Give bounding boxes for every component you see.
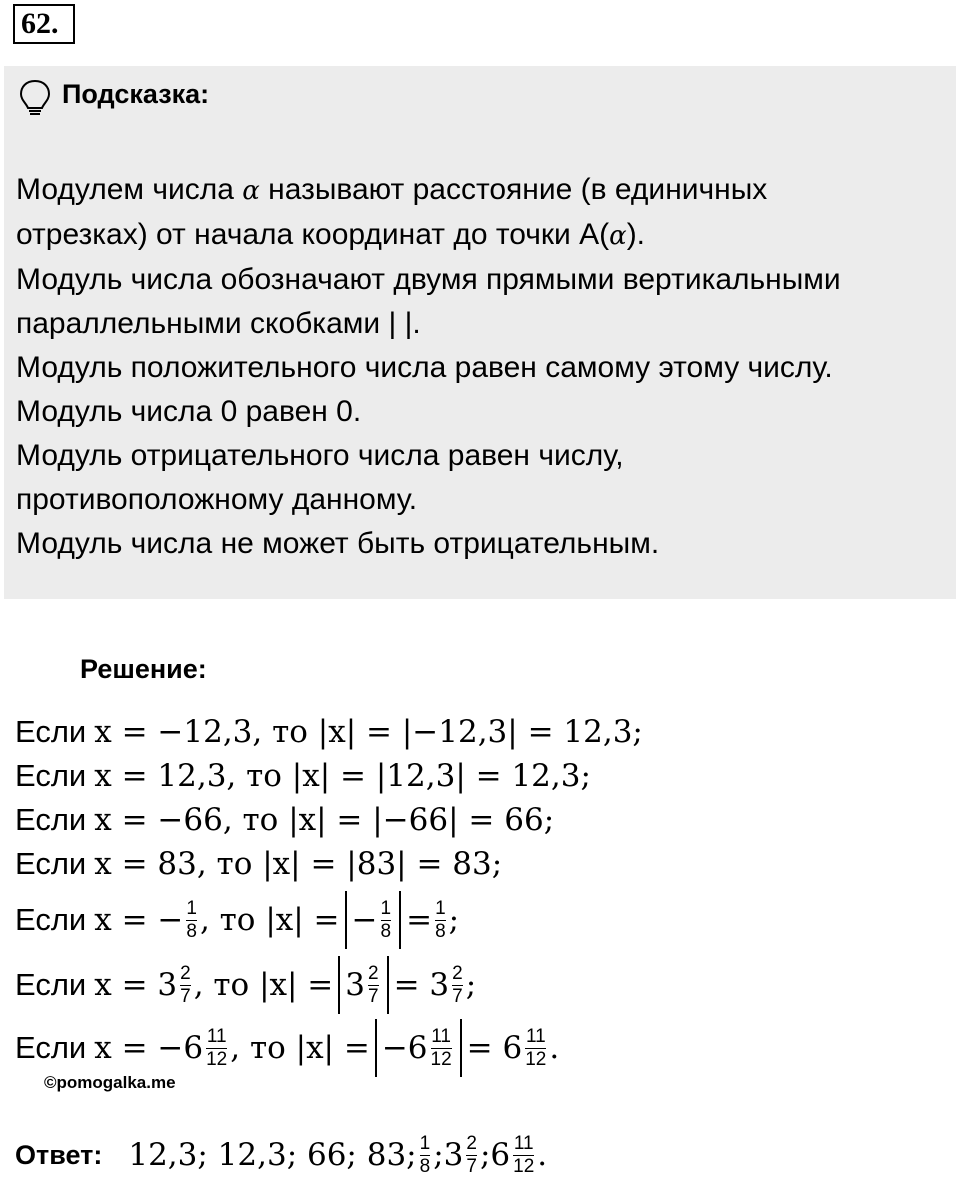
fraction: $\frac{1}{8}$ — [380, 897, 392, 942]
answer-value: 3 — [443, 1137, 464, 1173]
solution-expression: = — [406, 902, 433, 938]
fraction: $\frac{11}{12}$ — [513, 1132, 535, 1177]
fraction: $\frac{2}{7}$ — [452, 962, 463, 1007]
if-word: Если — [15, 758, 87, 793]
solution-expression: = 6 — [466, 1030, 523, 1066]
solution-line — [15, 955, 476, 1015]
hint-line: Модулем числа — [16, 173, 243, 206]
variable-alpha: α — [242, 176, 260, 206]
solution-expression: ; — [465, 967, 477, 1003]
solution-expression: , то |x| = — [230, 1030, 370, 1066]
separator: . — [537, 1137, 548, 1173]
if-word: Если — [15, 1030, 87, 1065]
solution-expression: x = −6 — [94, 1030, 204, 1066]
if-word: Если — [15, 967, 87, 1002]
solution-expression: x = 3 — [94, 967, 178, 1003]
abs-bar — [399, 891, 401, 949]
fraction: $\frac{2}{7}$ — [180, 962, 191, 1007]
hint-line: отрезках) от начала координат до точки А( — [16, 218, 610, 251]
solution-expression: x = 12,3, то |x| = |12,3| = 12,3; — [94, 758, 591, 794]
solution-line — [15, 798, 554, 842]
answer-value: 6 — [490, 1137, 511, 1173]
answer-label: Ответ: — [15, 1139, 103, 1170]
separator: ; — [433, 1137, 444, 1173]
hint-line: Модуль числа не может быть отрицательным. — [16, 527, 660, 560]
solution-line — [15, 890, 459, 950]
solution-line — [15, 1018, 559, 1078]
solution-expression: x = −12,3, то |x| = |−12,3| = 12,3; — [94, 714, 643, 750]
hint-line: ). — [626, 218, 646, 251]
if-word: Если — [15, 802, 87, 837]
hint-line: Модуль положительного числа равен самому этому числу. — [16, 351, 833, 384]
solution-expression: −6 — [381, 1030, 428, 1066]
solution-expression: x = − — [94, 902, 184, 938]
hint-text — [16, 168, 946, 566]
abs-bar — [375, 1019, 377, 1077]
abs-bar — [387, 956, 389, 1014]
lightbulb-icon — [18, 78, 52, 118]
solution-expression: − — [351, 902, 378, 938]
fraction: $\frac{2}{7}$ — [466, 1132, 477, 1177]
abs-bar — [460, 1019, 462, 1077]
solution-expression: . — [549, 1030, 560, 1066]
solution-title: Решение: — [80, 654, 207, 684]
if-word: Если — [15, 714, 87, 749]
fraction: $\frac{2}{7}$ — [368, 962, 379, 1007]
fraction: $\frac{11}{12}$ — [430, 1025, 452, 1070]
solution-expression: , то |x| = — [199, 902, 340, 938]
abs-bar — [345, 891, 347, 949]
fraction: $\frac{11}{12}$ — [206, 1025, 228, 1070]
solution-line — [15, 710, 643, 754]
solution-expression: , то |x| = — [193, 967, 334, 1003]
solution-expression: x = −66, то |x| = |−66| = 66; — [94, 802, 555, 838]
solution-expression: = 3 — [393, 967, 450, 1003]
hint-line: Модуль числа обозначают двумя прямыми вертикальными — [16, 263, 841, 296]
if-word: Если — [15, 902, 87, 937]
hint-title: Подсказка: — [62, 79, 210, 109]
solution-expression: x = 83, то |x| = |83| = 83; — [94, 846, 503, 882]
hint-panel — [4, 66, 956, 599]
solution-expression: ; — [448, 902, 460, 938]
solution-expression: 3 — [345, 967, 366, 1003]
problem-number: 62. — [13, 4, 75, 44]
solution-line — [15, 842, 502, 886]
hint-line: Модуль отрицательного числа равен числу, — [16, 439, 624, 472]
if-word: Если — [15, 846, 87, 881]
fraction: $\frac{1}{8}$ — [435, 897, 446, 942]
fraction: $\frac{11}{12}$ — [525, 1025, 547, 1070]
solution-line — [15, 754, 591, 798]
answer-line — [15, 1130, 547, 1180]
hint-line: противоположному данному. — [16, 483, 418, 516]
separator: ; — [479, 1137, 491, 1173]
hint-line: называют расстояние (в единичных — [259, 173, 768, 206]
fraction: $\frac{1}{8}$ — [419, 1132, 431, 1177]
hint-line: Модуль числа 0 равен 0. — [16, 395, 362, 428]
abs-bar — [338, 956, 340, 1014]
hint-line: параллельными скобками | |. — [16, 307, 421, 340]
answer-values: 12,3; 12,3; 66; 83; — [128, 1137, 417, 1173]
watermark: ©pomogalka.me — [44, 1073, 176, 1092]
variable-alpha: α — [609, 221, 627, 251]
fraction: $\frac{1}{8}$ — [186, 897, 197, 942]
